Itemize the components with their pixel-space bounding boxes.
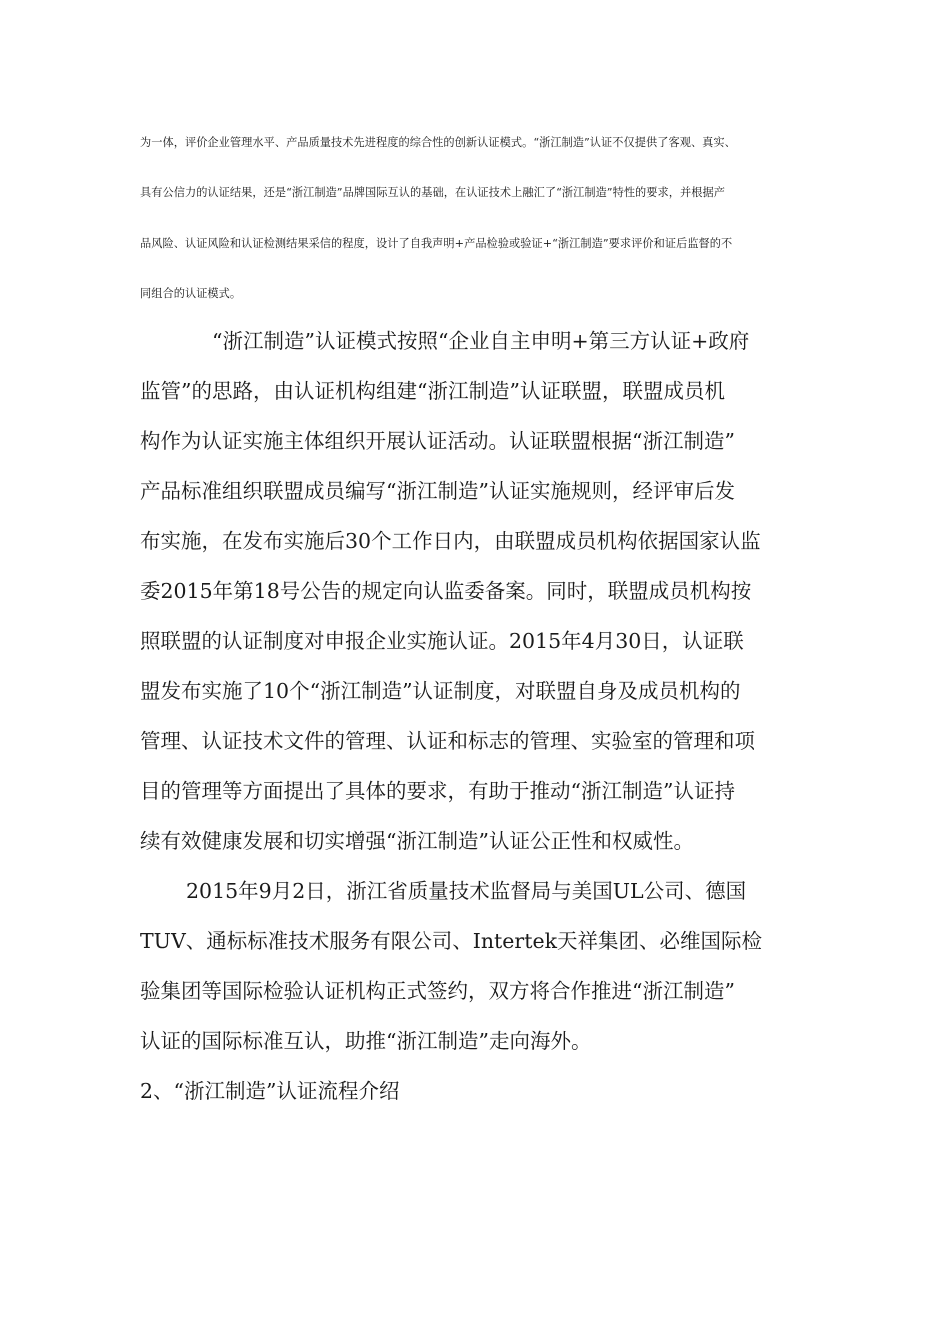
paragraph3-line-1: 2015年9月2日，浙江省质量技术监督局与美国UL公司、德国 bbox=[186, 879, 747, 903]
paragraph2-line-10: 目的管理等方面提出了具体的要求，有助于推动“浙江制造”认证持 bbox=[140, 779, 735, 803]
paragraph2-line-2: 监管”的思路，由认证机构组建“浙江制造”认证联盟，联盟成员机 bbox=[140, 379, 725, 403]
intro-line-2: 具有公信力的认证结果，还是“浙江制造”品牌国际互认的基础，在认证技术上融汇了“浙江制造”特性的要求，并根据产 bbox=[140, 186, 725, 199]
intro-line-3: 品风险、认证风险和认证检测结果采信的程度，设计了自我声明+产品检验或验证+“浙江制造”要求评价和证后监督的不 bbox=[140, 237, 733, 250]
paragraph2-line-1: “浙江制造”认证模式按照“企业自主申明+第三方认证+政府 bbox=[212, 329, 750, 353]
paragraph3-line-3: 验集团等国际检验认证机构正式签约，双方将合作推进“浙江制造” bbox=[140, 979, 735, 1003]
paragraph2-line-5: 布实施，在发布实施后30个工作日内，由联盟成员机构依据国家认监 bbox=[140, 529, 761, 553]
intro-line-1: 为一体，评价企业管理水平、产品质量技术先进程度的综合性的创新认证模式。“浙江制造”认证不仅提供了客观、真实、 bbox=[140, 136, 736, 149]
paragraph2-line-11: 续有效健康发展和切实增强“浙江制造”认证公正性和权威性。 bbox=[140, 829, 694, 853]
paragraph2-line-3: 构作为认证实施主体组织开展认证活动。认证联盟根据“浙江制造” bbox=[140, 429, 735, 453]
paragraph2-line-8: 盟发布实施了10个“浙江制造”认证制度，对联盟自身及成员机构的 bbox=[140, 679, 741, 703]
paragraph2-line-7: 照联盟的认证制度对申报企业实施认证。2015年4月30日，认证联 bbox=[140, 629, 744, 653]
paragraph2-line-9: 管理、认证技术文件的管理、认证和标志的管理、实验室的管理和项 bbox=[140, 729, 755, 753]
paragraph3-line-4: 认证的国际标准互认，助推“浙江制造”走向海外。 bbox=[140, 1029, 592, 1053]
section-heading: 2、“浙江制造”认证流程介绍 bbox=[140, 1079, 400, 1103]
intro-line-4: 同组合的认证模式。 bbox=[140, 287, 242, 300]
paragraph2-line-4: 产品标准组织联盟成员编写“浙江制造”认证实施规则，经评审后发 bbox=[140, 479, 735, 503]
paragraph3-line-2: TUV、通标标准技术服务有限公司、Intertek天祥集团、必维国际检 bbox=[140, 929, 763, 953]
paragraph2-line-6: 委2015年第18号公告的规定向认监委备案。同时，联盟成员机构按 bbox=[140, 579, 752, 603]
